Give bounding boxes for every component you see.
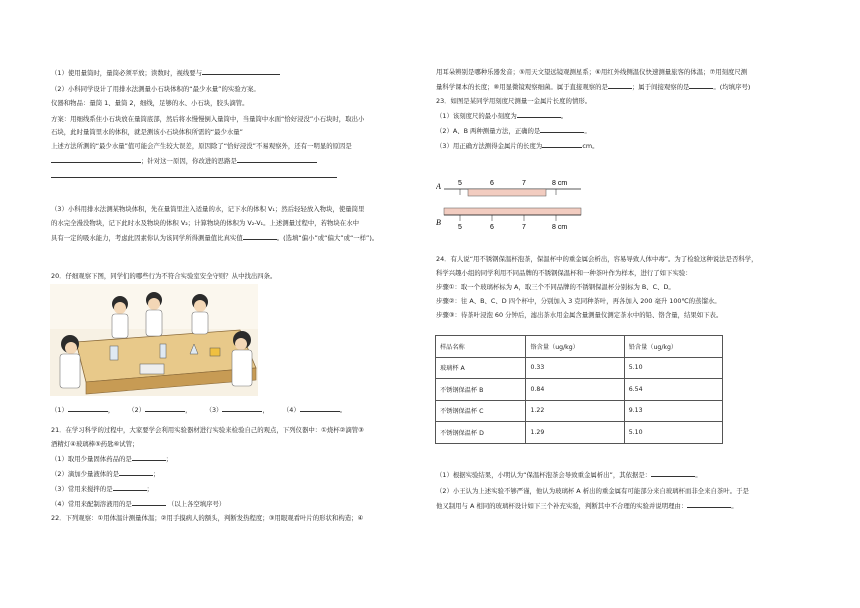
q2-intro: （2）小科同学设计了用排水法测量小石块体积的“最少水量”的实验方案。 [51, 85, 260, 93]
q3-block [51, 205, 421, 242]
ruler-a-tick-5: 5 [458, 180, 462, 187]
q20-answers [51, 405, 346, 414]
results-table [435, 335, 723, 444]
q21-item2: （2）滴加少量液体的是 ； [51, 470, 160, 478]
q24-line1: 24．有人说“用不锈钢保温杯泡茶，保温杯中的重金属会析出，容易导致人体中毒”。为了检验这种说法是否科学， [436, 255, 758, 263]
table-cell: 6.54 [624, 379, 722, 401]
table-row [436, 422, 723, 444]
q24-step3: 步骤③：待茶叶浸泡 60 分钟后，滤出茶水用金属含量测量仪测定茶水中的铅、铬含量，结果如下表。 [436, 311, 723, 319]
q22-line1: 用耳朵辨别是哪种乐器发音；⑤用天文望远镜观测星系；⑥用红外线侧温仪快速测量旅客的体温；⑦用刻度尺测 [436, 68, 748, 76]
metal-strip-a [468, 189, 546, 196]
q20-title [51, 272, 276, 280]
q22-line2: 量科学课本的长度；⑧用显微镜观察细菌。属于直接观察的是 ；属于间接观察的是 。(均填序号) [436, 83, 751, 91]
ruler-b-label: B [436, 218, 441, 227]
q3-line2: 的水完全漫没物块，记下此时水及物块的体积 V₂；计算物块的体积为 V₂-V₁。上述测量过程中，若物块在水中 [51, 219, 359, 227]
table-header-cell: 铅含量（ug/kg） [624, 336, 722, 358]
q23-title: 23．如图是某同学用刻度尺测量一金属片长度的情形。 [436, 97, 592, 105]
student-back-center [146, 292, 162, 336]
q23-item3: （3）用正确方法测得金属片的长度为 cm。 [436, 142, 599, 150]
table-cell: 不锈钢保温杯 D [436, 422, 526, 444]
table-cell: 1.22 [526, 400, 624, 422]
ruler-b-tick-5: 5 [458, 224, 462, 231]
table-cell: 0.33 [526, 357, 624, 379]
q2-equipment: 仪器和物品：量筒 1、量筒 2，细线，足够的水、小石块，胶头滴管。 [51, 99, 249, 107]
ruler-a-tick-7: 7 [522, 180, 526, 187]
q20-answer-row: （1） ， （2） ， （3） ， （4） 。 [51, 406, 347, 414]
q3-line1: （3）小科用排水法测某物块体积，先在量筒里注入适量的水，记下水的体积 V₁；然后轻轻放入物块，使量筒里 [51, 205, 365, 213]
q3-line3: 具有一定的吸水能力，考虑此因素你认为该同学所得测量值比真实值 。(选填“偏小”或“偏大”或“一样”)。 [51, 234, 379, 242]
q23-item2: （2）A、B 两种测量方法，正确的是 。 [436, 127, 591, 135]
ruler-b-ticks [460, 215, 556, 221]
beaker-icon [110, 346, 118, 360]
ruler-b-tick-6: 6 [490, 224, 494, 231]
table-row [436, 400, 723, 422]
burner-icon [210, 348, 220, 356]
table-cell: 玻璃杯 A [436, 357, 526, 379]
q1: （1）使用量筒时，量筒必须平放；读数时，视线要与 [51, 68, 421, 77]
q21-item1: （1）取用少量固体药品的是 ； [51, 455, 173, 463]
table-header-cell: 样品名称 [436, 336, 526, 358]
table-cell: 5.10 [624, 422, 722, 444]
q20-text: 20．仔细观察下图，同学们的哪些行为不符合实验室安全守则？从中找出四条。 [51, 272, 277, 280]
q24-line2: 科学兴趣小组的同学利用不同品牌的不锈钢保温杯和一种茶叶作为样本，进行了如下实验： [436, 269, 692, 277]
q23-item1: （1）该刻度尺的最小刻度为 。 [436, 112, 568, 120]
table-header-cell: 铬含量（ug/kg） [526, 336, 624, 358]
q21-line1: 21．在学习科学的过程中，大家要学会利用实验器材进行实验来检验自己的观点，下列仪器中：①烧杯②滴管③ [51, 426, 364, 434]
lab-illustration [50, 284, 258, 396]
metal-strip-b [444, 208, 581, 215]
table-cell: 不锈钢保温杯 C [436, 400, 526, 422]
ruler-a-tick-6: 6 [490, 180, 494, 187]
table-row [436, 357, 723, 379]
table-cell: 1.29 [526, 422, 624, 444]
q24-question2-line1: （2）小王认为上述实验不够严谨，他认为玻璃杯 A 析出的重金属有可能部分来自玻璃杯而非全来自茶叶。于是 [436, 487, 749, 495]
ruler-a-tick-8: 8 cm [552, 180, 568, 187]
table-header-row [436, 336, 723, 358]
q2-plan-line1: 方案：用细线系住小石块放在量筒底部，然后将水慢慢倒入量筒中，当量筒中水面“恰好浸没”小石块时，取出小 [51, 115, 365, 123]
student-front-right [232, 331, 252, 386]
q24-step2: 步骤②：往 A、B、C、D 四个杯中，分别加入 3 克同种茶叶，再各加入 200 毫升 100℃的蒸馏水。 [436, 297, 721, 305]
table-cell: 不锈钢保温杯 B [436, 379, 526, 401]
table-cell: 9.13 [624, 400, 722, 422]
q24-question2-line2: 他又制用与 A 相同的玻璃杯设计如下三个补充实验，判断其中不合理的实验并说明理由： 。 [436, 502, 738, 510]
q24-questions [436, 470, 816, 510]
student-back-right [192, 294, 208, 334]
q21-line2: 酒精灯④玻璃棒⑤药匙⑥试管； [51, 440, 139, 448]
q24-intro [436, 255, 816, 319]
q2-question-line1: 上述方法所测的“最少水量”值可能会产生较大误差，原因除了“恰好浸没”不易观察外，还有一明显的原因是 [51, 142, 352, 150]
test-tube-icon [160, 344, 166, 358]
q2-answer-line [51, 171, 421, 180]
q24-question1: （1）根据实验结果，小明认为“保温杯泡茶会导致重金属析出”，其依据是： 。 [436, 471, 702, 479]
student-front-left [60, 335, 80, 388]
q21-item4: （4）常用来配制溶液用的是 （以上各空填序号） [51, 500, 226, 508]
ruler-figure [436, 175, 586, 235]
ruler-b-tick-7: 7 [522, 224, 526, 231]
q2-question-line2: ；针对这一原因，你改进的思路是 [51, 156, 421, 165]
ruler-a-label: A [436, 182, 441, 191]
ruler-b-tick-8: 8 cm [552, 224, 568, 231]
q2-plan-line2: 石块，此时量筒里水的体积，就是测该小石块体积所需的“最少水量” [51, 128, 243, 136]
left-column [51, 68, 421, 180]
q24-step1: 步骤①：取一个玻璃杯标为 A，取三个不同品牌的不锈钢保温杯分别标为 B、C、D。 [436, 283, 675, 291]
table-cell: 0.84 [526, 379, 624, 401]
table-cell: 5.10 [624, 357, 722, 379]
sink-icon [140, 364, 164, 374]
table-row [436, 379, 723, 401]
q21-block [51, 426, 421, 522]
q21-item3: （3）常用来搅拌的是 ； [51, 485, 153, 493]
right-column-top [436, 68, 816, 150]
q22-line0: 22．下列观察：①用体温计测量体温；②用手摸病人的额头，判断发热程度；③用眼观看叶片的形状和构造；④ [51, 514, 364, 522]
student-back-left [112, 296, 128, 338]
